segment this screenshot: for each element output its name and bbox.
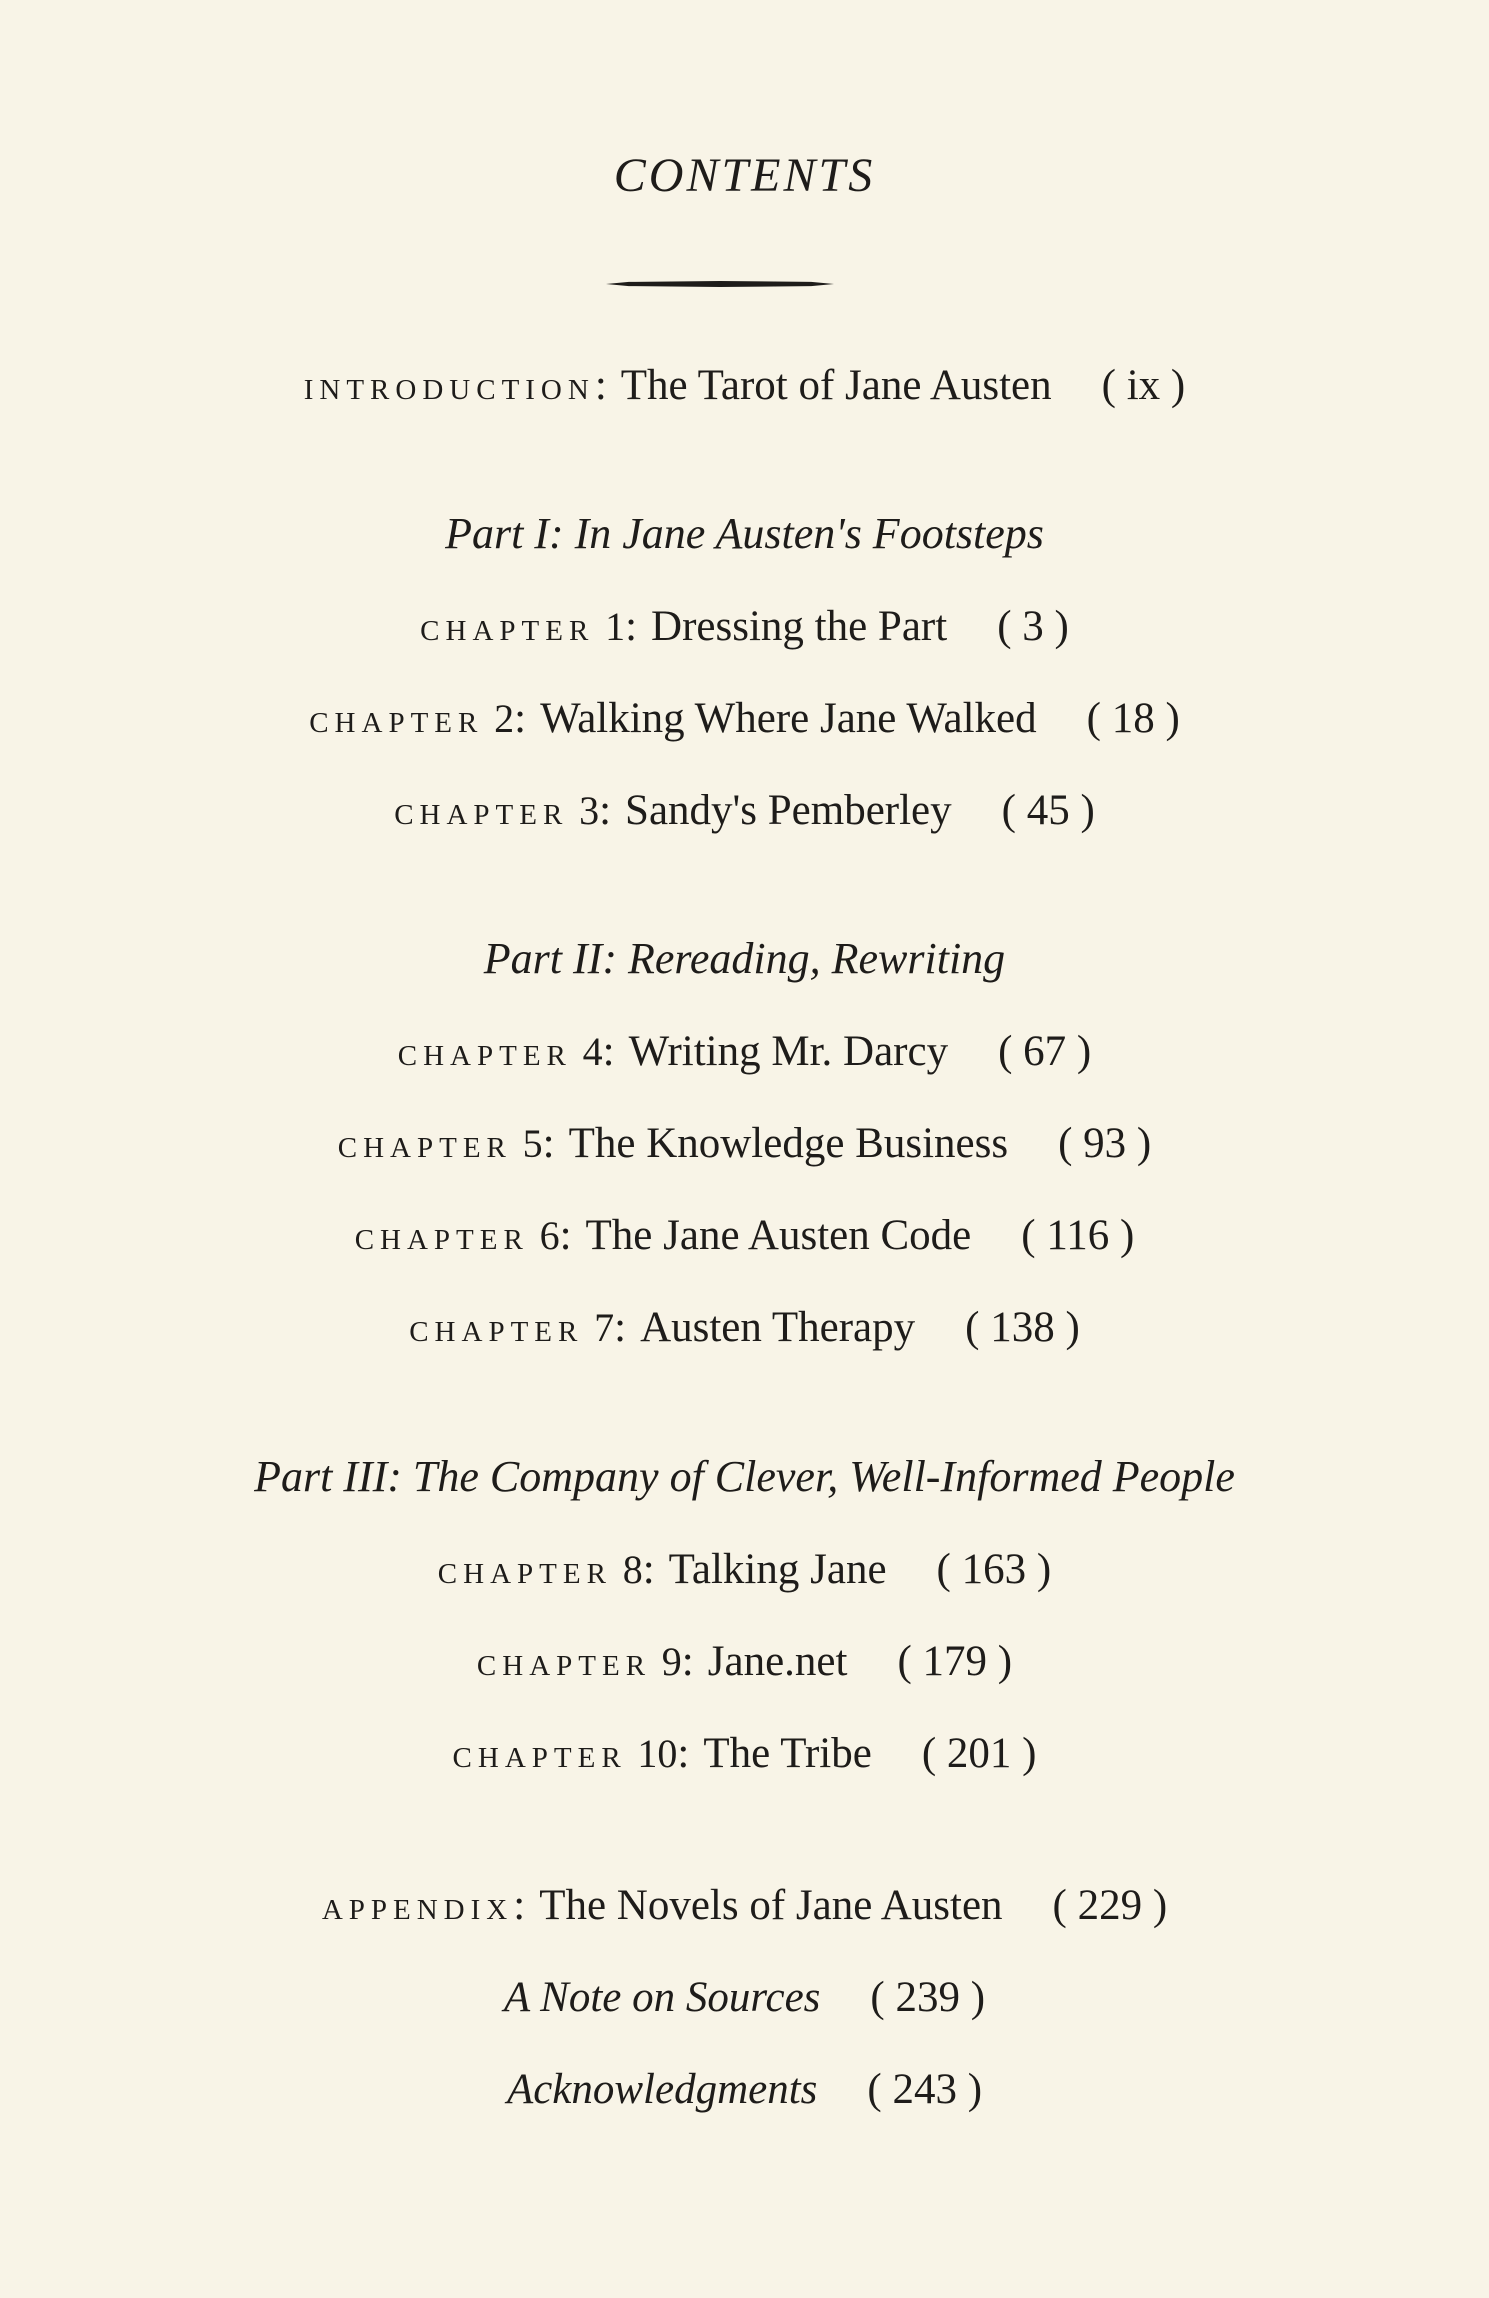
entry-page: ( 3 ) — [997, 603, 1069, 650]
entry-number: 2 — [494, 696, 515, 741]
toc-entry-introduction[interactable]: INTRODUCTION: The Tarot of Jane Austen ( ix ) — [303, 362, 1186, 409]
ornamental-rule — [606, 281, 834, 287]
entry-number: 5 — [522, 1121, 543, 1166]
entry-label: CHAPTER — [394, 799, 569, 831]
entry-title: Dressing the Part — [651, 603, 948, 650]
entry-number: 6 — [539, 1213, 560, 1258]
entry-label: CHAPTER — [437, 1558, 612, 1590]
entry-title: Talking Jane — [668, 1546, 887, 1593]
entry-title: Walking Where Jane Walked — [540, 695, 1037, 742]
entry-title: The Tarot of Jane Austen — [620, 362, 1052, 409]
entry-page: ( 138 ) — [965, 1304, 1080, 1351]
entry-number: 7 — [594, 1305, 615, 1350]
entry-title: Sandy's Pemberley — [625, 787, 952, 834]
entry-title: Acknowledgments — [506, 2066, 818, 2113]
entry-number: 9 — [661, 1639, 682, 1684]
toc-entry-chapter-5[interactable]: CHAPTER 5: The Knowledge Business ( 93 ) — [337, 1120, 1152, 1167]
entry-title: The Novels of Jane Austen — [539, 1882, 1003, 1929]
entry-number: 4 — [582, 1029, 603, 1074]
part-heading-2: Part II: Rereading, Rewriting — [483, 934, 1006, 983]
toc-entry-chapter-9[interactable]: CHAPTER 9: Jane.net ( 179 ) — [476, 1638, 1013, 1685]
entry-number: 8 — [622, 1547, 643, 1592]
entry-number: 10 — [637, 1731, 678, 1776]
entry-label: CHAPTER — [409, 1316, 584, 1348]
toc-entry-chapter-10[interactable]: CHAPTER 10: The Tribe ( 201 ) — [452, 1730, 1037, 1777]
entry-title: Writing Mr. Darcy — [628, 1028, 949, 1075]
part-heading-3: Part III: The Company of Clever, Well-Informed People — [254, 1452, 1235, 1501]
entry-label: CHAPTER — [337, 1132, 512, 1164]
entry-page: ( 93 ) — [1058, 1120, 1152, 1167]
entry-label: CHAPTER — [354, 1224, 529, 1256]
toc-entry-chapter-6[interactable]: CHAPTER 6: The Jane Austen Code ( 116 ) — [354, 1212, 1135, 1259]
entry-title: Jane.net — [707, 1638, 848, 1685]
entry-page: ( 67 ) — [998, 1028, 1092, 1075]
toc-entry-chapter-2[interactable]: CHAPTER 2: Walking Where Jane Walked ( 18 ) — [309, 695, 1180, 742]
page-title: CONTENTS — [613, 149, 876, 202]
entry-label: CHAPTER — [452, 1742, 627, 1774]
entry-title: Austen Therapy — [640, 1304, 916, 1351]
entry-title: The Tribe — [703, 1730, 872, 1777]
entry-number: 1 — [605, 604, 626, 649]
entry-title: The Jane Austen Code — [585, 1212, 972, 1259]
toc-entry-chapter-1[interactable]: CHAPTER 1: Dressing the Part ( 3 ) — [420, 603, 1069, 650]
entry-title: A Note on Sources — [503, 1974, 821, 2021]
entry-page: ( 179 ) — [897, 1638, 1013, 1685]
entry-page: ( 229 ) — [1052, 1882, 1168, 1929]
entry-label: CHAPTER — [476, 1650, 652, 1682]
part-heading-1: Part I: In Jane Austen's Footsteps — [445, 509, 1044, 558]
entry-page: ( 116 ) — [1021, 1212, 1135, 1259]
entry-label: APPENDIX — [321, 1894, 514, 1926]
toc-entry-chapter-8[interactable]: CHAPTER 8: Talking Jane ( 163 ) — [437, 1546, 1052, 1593]
entry-label: INTRODUCTION — [303, 374, 595, 406]
toc-entry-acknowledgments[interactable] — [0, 2068, 1489, 2111]
entry-page: ( 243 ) — [867, 2066, 983, 2113]
entry-page: ( 239 ) — [870, 1974, 986, 2021]
entry-page: ( 45 ) — [1001, 787, 1095, 834]
entry-page: ( 201 ) — [921, 1730, 1037, 1777]
toc-entry-chapter-3[interactable]: CHAPTER 3: Sandy's Pemberley ( 45 ) — [394, 787, 1095, 834]
toc-entry-note-on-sources[interactable] — [0, 1976, 1489, 2019]
entry-page: ( 163 ) — [936, 1546, 1052, 1593]
entry-number: 3 — [579, 788, 600, 833]
toc-entry-chapter-4[interactable]: CHAPTER 4: Writing Mr. Darcy ( 67 ) — [397, 1028, 1092, 1075]
entry-label: CHAPTER — [397, 1040, 572, 1072]
toc-entry-chapter-7[interactable]: CHAPTER 7: Austen Therapy ( 138 ) — [409, 1304, 1080, 1351]
entry-title: The Knowledge Business — [568, 1120, 1009, 1167]
entry-page: ( ix ) — [1101, 362, 1186, 409]
toc-entry-appendix[interactable]: APPENDIX: The Novels of Jane Austen ( 229 ) — [321, 1882, 1168, 1929]
entry-label: CHAPTER — [309, 707, 484, 739]
entry-label: CHAPTER — [420, 615, 595, 647]
entry-page: ( 18 ) — [1086, 695, 1180, 742]
